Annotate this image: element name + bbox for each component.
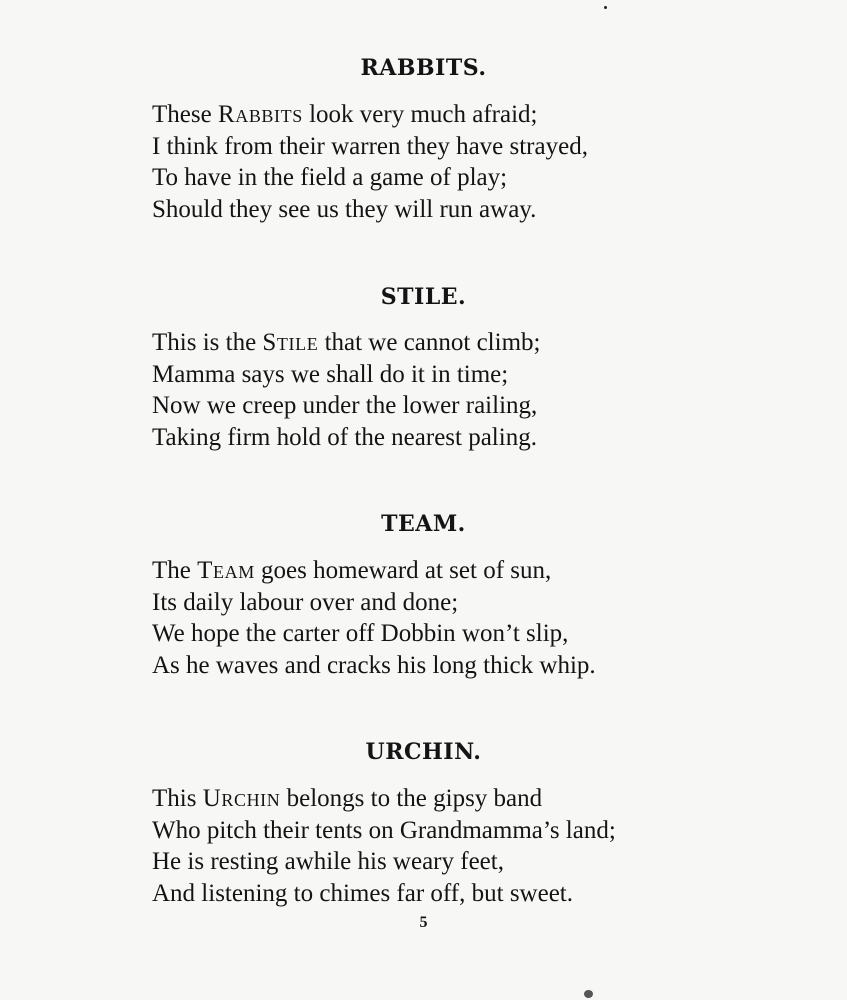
poem-line: This is the Stile that we cannot climb;	[152, 329, 541, 356]
poem-line: The Team goes homeward at set of sun,	[152, 557, 552, 584]
poem-line: Who pitch their tents on Grandmamma’s land;	[152, 816, 616, 844]
poem-line: Taking firm hold of the nearest paling.	[152, 423, 537, 451]
poem-line: Now we creep under the lower railing,	[152, 392, 538, 419]
poem-stanza-team	[152, 555, 772, 681]
print-speck	[584, 990, 593, 998]
poem-line: And listening to chimes far off, but sweet.	[152, 879, 573, 907]
poem-title-urchin: URCHIN.	[365, 739, 482, 765]
page-number: 5	[419, 914, 428, 931]
poem-title-stile: STILE.	[380, 284, 467, 310]
poem-line: Its daily labour over and done;	[152, 588, 459, 616]
poem-title-team: TEAM.	[381, 511, 466, 537]
poem-line: These Rabbits look very much afraid;	[152, 101, 538, 128]
poem-line: As he waves and cracks his long thick whip.	[152, 651, 596, 679]
poem-stanza-urchin	[152, 783, 772, 909]
poem-line: Mamma says we shall do it in time;	[152, 360, 509, 388]
print-speck	[604, 6, 607, 9]
poem-line: I think from their warren they have strayed,	[152, 132, 588, 160]
poem-line: He is resting awhile his weary feet,	[152, 848, 504, 875]
poem-line: Should they see us they will run away.	[152, 195, 537, 223]
poem-stanza-rabbits	[152, 99, 772, 225]
poem-line: To have in the field a game of play;	[152, 164, 508, 191]
poem-stanza-stile	[152, 327, 772, 453]
poem-line: This Urchin belongs to the gipsy band	[152, 785, 543, 812]
poem-title-rabbits: RABBITS.	[360, 55, 487, 81]
poem-line: We hope the carter off Dobbin won’t slip,	[152, 620, 569, 647]
